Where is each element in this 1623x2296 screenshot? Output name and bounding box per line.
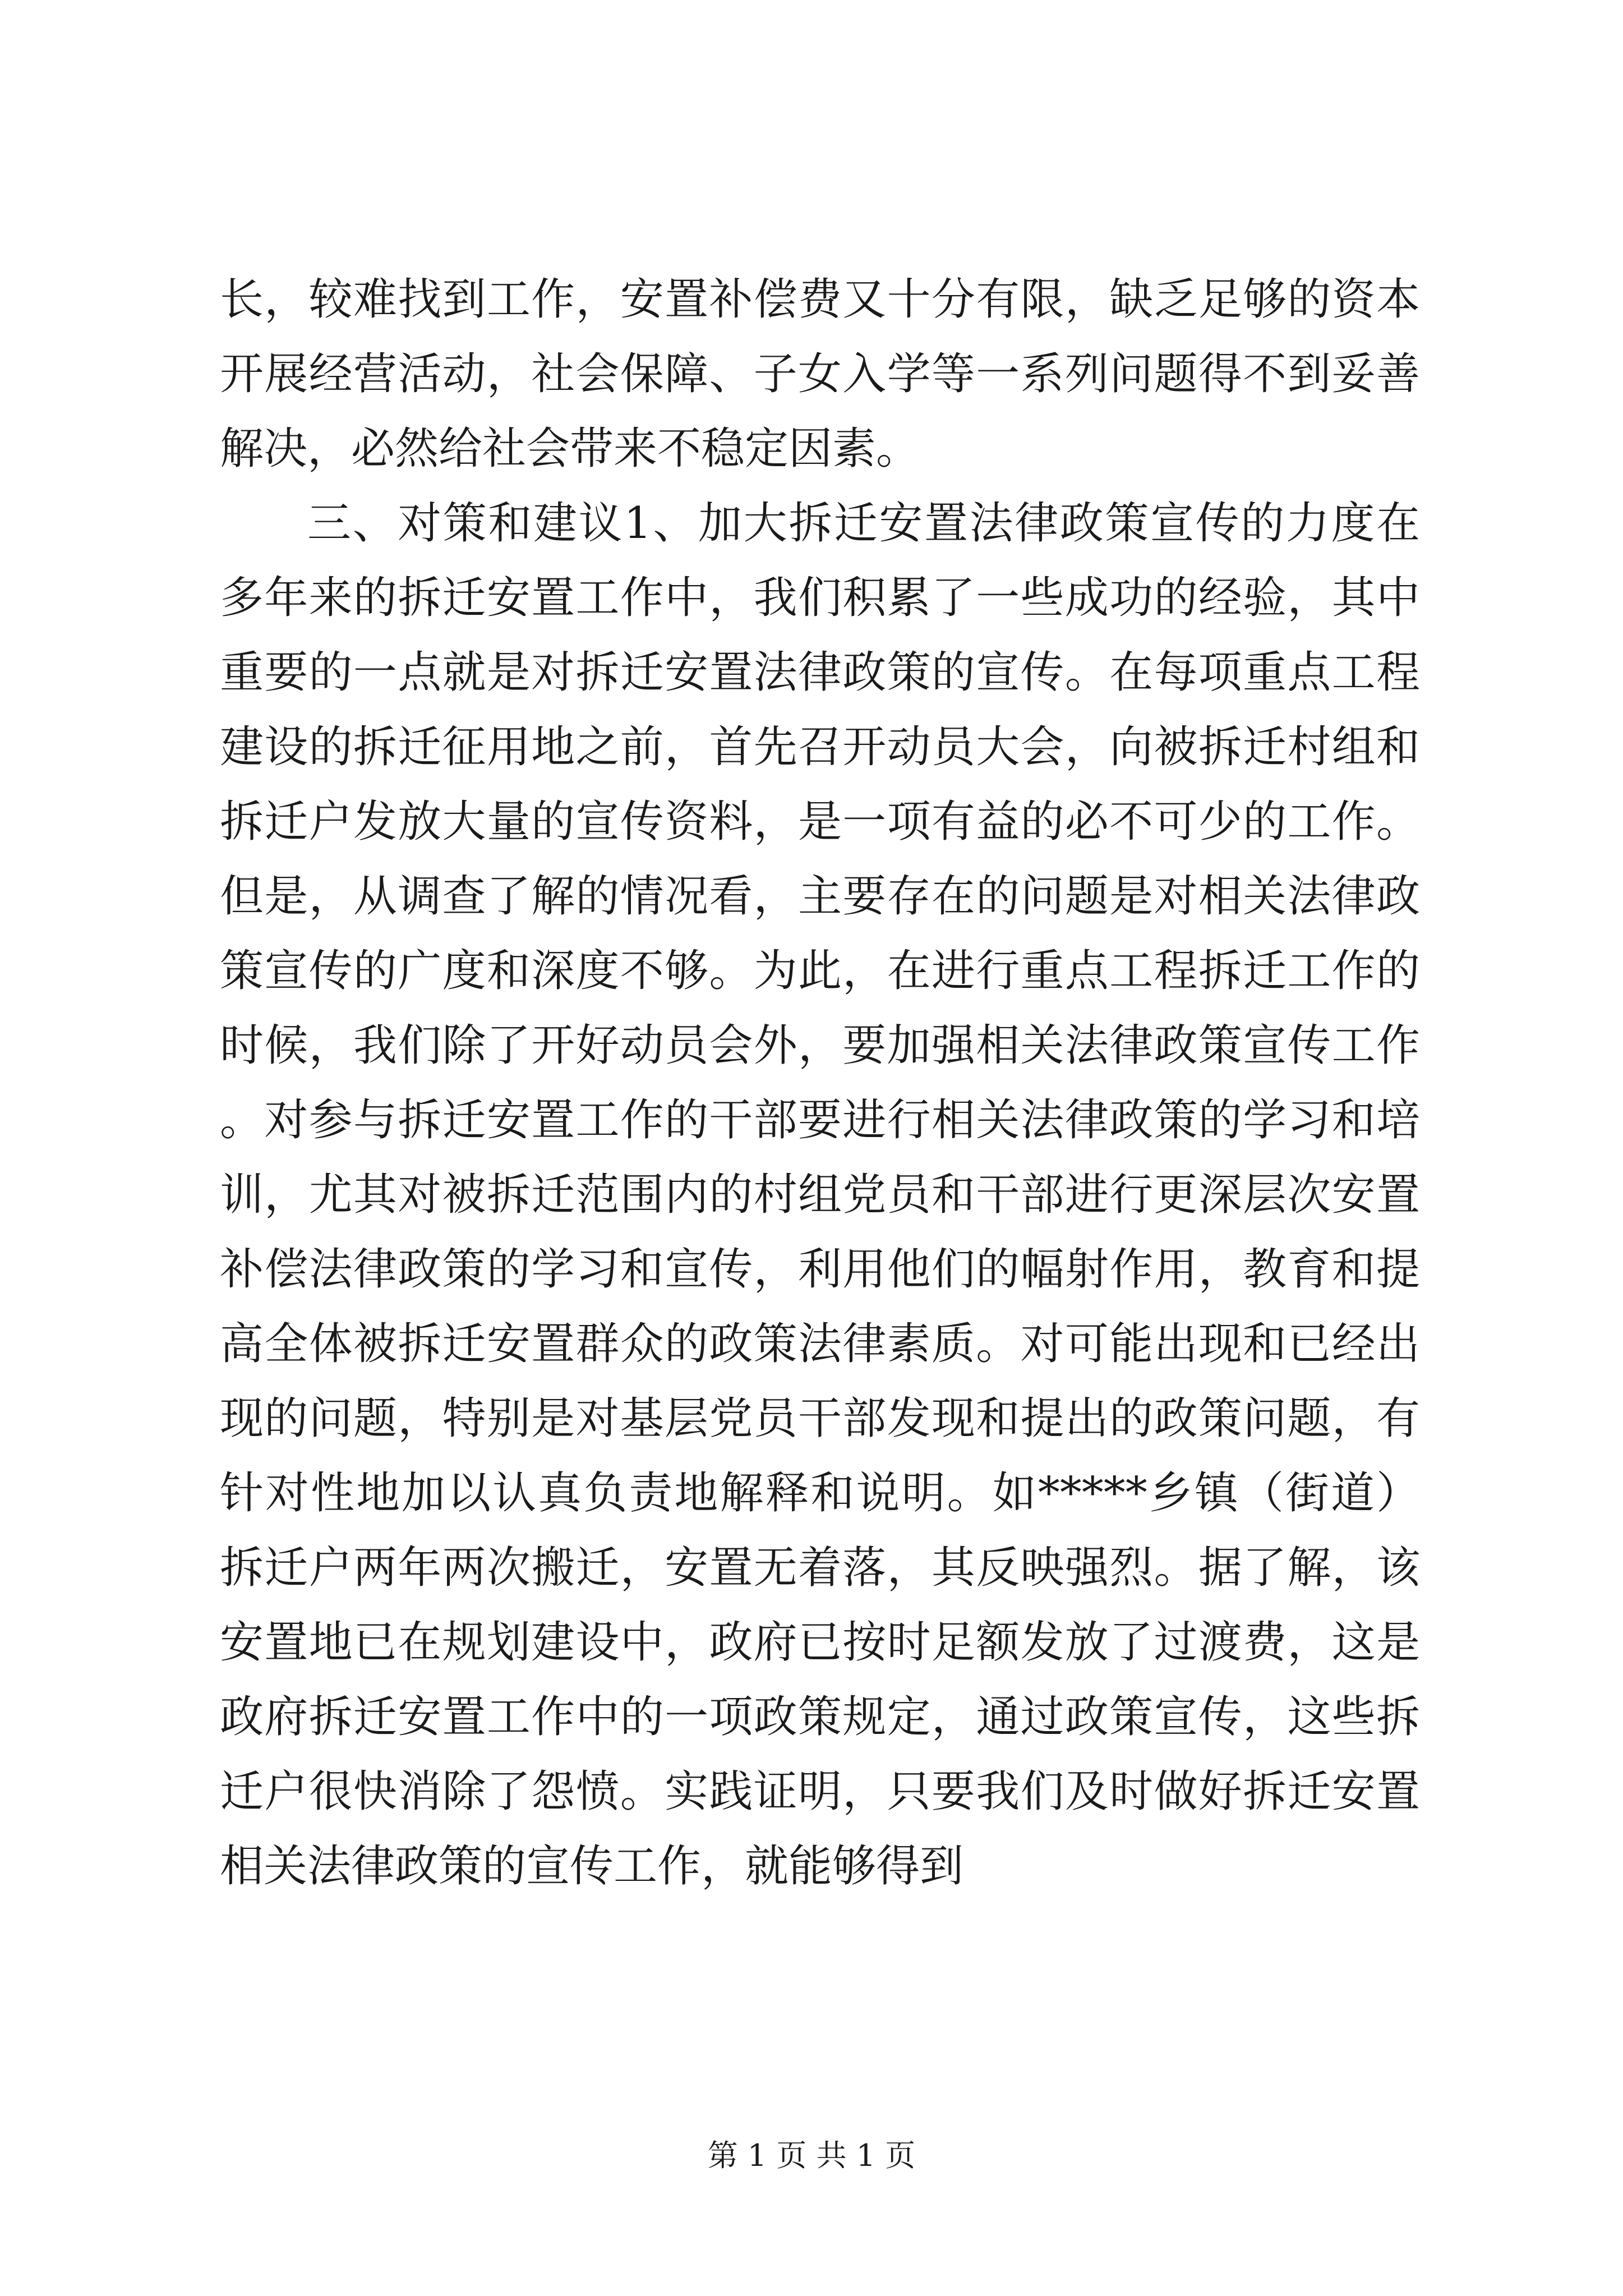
document-body — [220, 263, 1420, 1904]
page-footer: 第 1 页 共 1 页 — [707, 2138, 916, 2173]
paragraph-countermeasures: 三、对策和建议1、加大拆迁安置法律政策宣传的力度在多年来的拆迁安置工作中，我们积累了一些成功的经验，其中重要的一点就是对拆迁安置法律政策的宣传。在每项重点工程建设的拆迁征用地之前，首先召开动员大会，向被拆迁村组和拆迁户发放大量的宣传资料，是一项有益的必不可少的工作。但是，从调查了解的情况看，主要存在的问题是对相关法律政策宣传的广度和深度不够。为此，在进行重点工程拆迁工作的时候，我们除了开好动员会外，要加强相关法律政策宣传工作。对参与拆迁安置工作的干部要进行相关法律政策的学习和培训，尤其对被拆迁范围内的村组党员和干部进行更深层次安置补偿法律政策的学习和宣传，利用他们的幅射作用，教育和提高全体被拆迁安置群众的政策法律素质。对可能出现和已经出现的问题，特别是对基层党员干部发现和提出的政策问题，有针对性地加以认真负责地解释和说明。如*****乡镇（街道）拆迁户两年两次搬迁，安置无着落，其反映强烈。据了解，该安置地已在规划建设中，政府已按时足额发放了过渡费，这是政府拆迁安置工作中的一项政策规定，通过政策宣传，这些拆迁户很快消除了怨愤。实践证明，只要我们及时做好拆迁安置相关法律政策的宣传工作，就能够得到 — [220, 498, 1420, 1892]
paragraph-continuation: 长，较难找到工作，安置补偿费又十分有限，缺乏足够的资本开展经营活动，社会保障、子女入学等一系列问题得不到妥善解决，必然给社会带来不稳定因素。 — [220, 274, 1420, 474]
